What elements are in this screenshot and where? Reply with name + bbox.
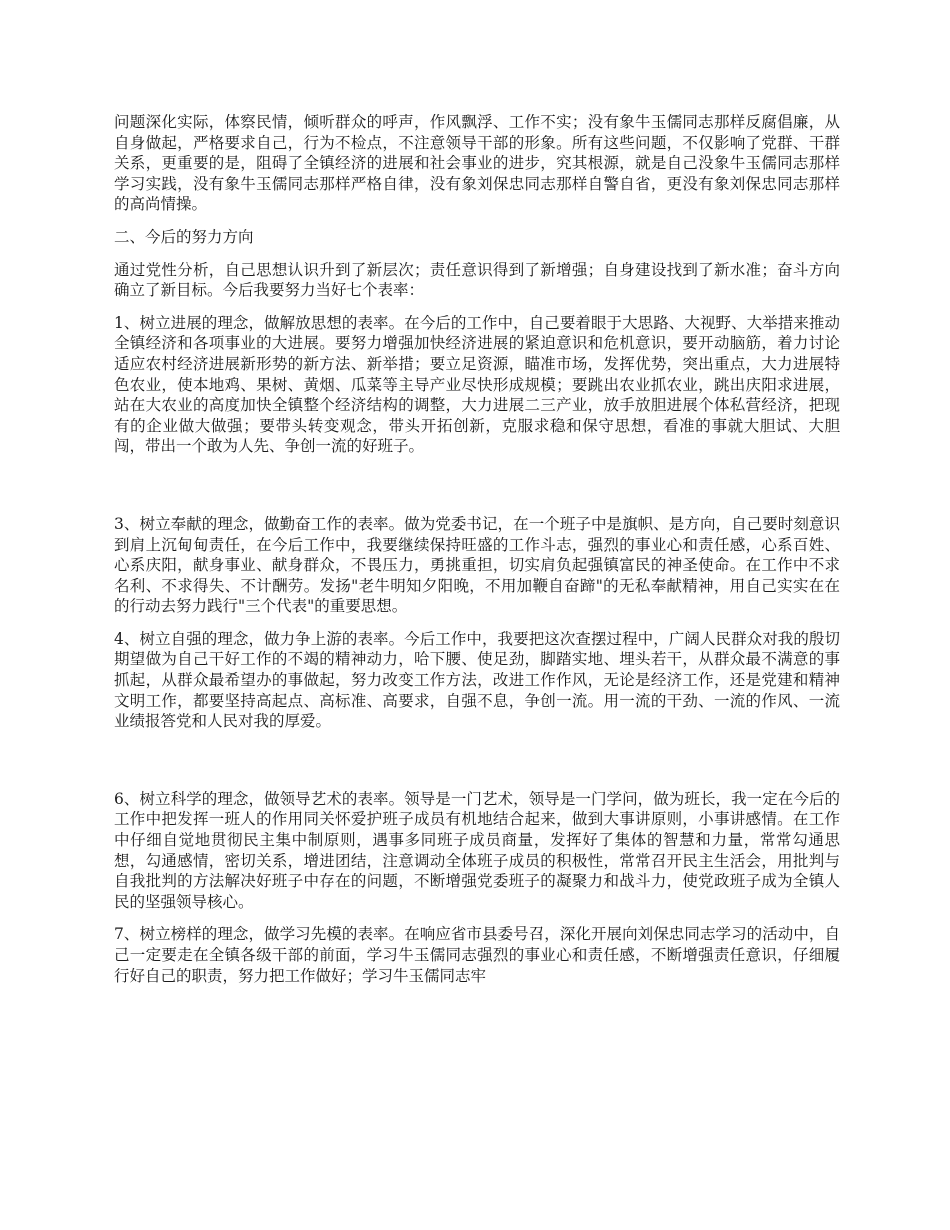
paragraph-intro: 通过党性分析，自己思想认识升到了新层次；责任意识得到了新增强；自身建设找到了新水准；奋斗方向确立了新目标。今后我要努力当好七个表率： xyxy=(114,260,840,300)
spacer xyxy=(114,744,840,789)
paragraph-item-4: 4、树立自强的理念，做力争上游的表率。今后工作中，我要把这次查摆过程中，广阔人民群众对我的殷切期望做为自己干好工作的不竭的精神动力，哈下腰、使足劲，脚踏实地、埋头若干，从群众最不满意的事抓起，从群众最希望办的事做起，努力改变工作方法，改进工作作风，无论是经济工作，还是党建和精神文明工作，都要坚持高起点、高标准、高要求，自强不息，争创一流。用一流的干劲、一流的作风、一流业绩报答党和人民对我的厚爱。 xyxy=(114,629,840,731)
document-page xyxy=(114,112,840,998)
paragraph-self-review: 问题深化实际，体察民情，倾听群众的呼声，作风飘浮、工作不实；没有象牛玉儒同志那样反腐倡廉，从自身做起，严格要求自己，行为不检点，不注意领导干部的形象。所有这些问题，不仅影响了党群、干群关系，更重要的是，阻碍了全镇经济的进展和社会事业的进步，究其根源，就是自己没象牛玉儒同志那样学习实践，没有象牛玉儒同志那样严格自律，没有象刘保忠同志那样自警自省，更没有象刘保忠同志那样的高尚情操。 xyxy=(114,113,840,214)
paragraph-item-1: 1、树立进展的理念，做解放思想的表率。在今后的工作中，自己要着眼于大思路、大视野、大举措来推动全镇经济和各项事业的大进展。要努力增强加快经济进展的紧迫意识和危机意识，要开动脑筋，着力讨论适应农村经济进展新形势的新方法、新举措；要立足资源，瞄准市场，发挥优势，突出重点，大力进展特色农业，使本地鸡、果树、黄烟、瓜菜等主导产业尽快形成规模；要跳出农业抓农业，跳出庆阳求进展，站在大农业的高度加快全镇整个经济结构的调整，大力进展二三产业，放手放胆进展个体私营经济，把现有的企业做大做强；要带头转变观念，带头开拓创新，克服求稳和保守思想，看准的事就大胆试、大胆闯，带出一个敢为人先、争创一流的好班子。 xyxy=(114,313,840,456)
section-heading-future-direction: 二、今后的努力方向 xyxy=(114,227,254,246)
paragraph-item-7: 7、树立榜样的理念，做学习先模的表率。在响应省市县委号召，深化开展向刘保忠同志学习的活动中，自己一定要走在全镇各级干部的前面，学习牛玉儒同志强烈的事业心和责任感，不断增强责任意识，仔细履行好自己的职责，努力把工作做好；学习牛玉儒同志牢 xyxy=(114,925,840,985)
paragraph-item-6: 6、树立科学的理念，做领导艺术的表率。领导是一门艺术，领导是一门学问，做为班长，我一定在今后的工作中把发挥一班人的作用同关怀爱护班子成员有机地结合起来，做到大事讲原则，小事讲感情。在工作中仔细自觉地贯彻民主集中制原则，遇事多同班子成员商量，发挥好了集体的智慧和力量，常常勾通思想，勾通感情，密切关系，增进团结，注意调动全体班子成员的积极性，常常召开民主生活会，用批判与自我批判的方法解决好班子中存在的问题，不断增强党委班子的凝聚力和战斗力，使党政班子成为全镇人民的坚强领导核心。 xyxy=(114,789,840,911)
spacer xyxy=(114,469,840,514)
paragraph-item-3: 3、树立奉献的理念，做勤奋工作的表率。做为党委书记，在一个班子中是旗帜、是方向，自己要时刻意识到肩上沉甸甸责任，在今后工作中，我要继续保持旺盛的工作斗志，强烈的事业心和责任感，心系百姓、心系庆阳，献身事业、献身群众，不畏压力，勇挑重担，切实肩负起强镇富民的神圣使命。在工作中不求名利、不求得失、不计酬劳。发扬"老牛明知夕阳晚，不用加鞭自奋蹄"的无私奉献精神，用自己实实在在的行动去努力践行"三个代表"的重要思想。 xyxy=(114,514,840,616)
